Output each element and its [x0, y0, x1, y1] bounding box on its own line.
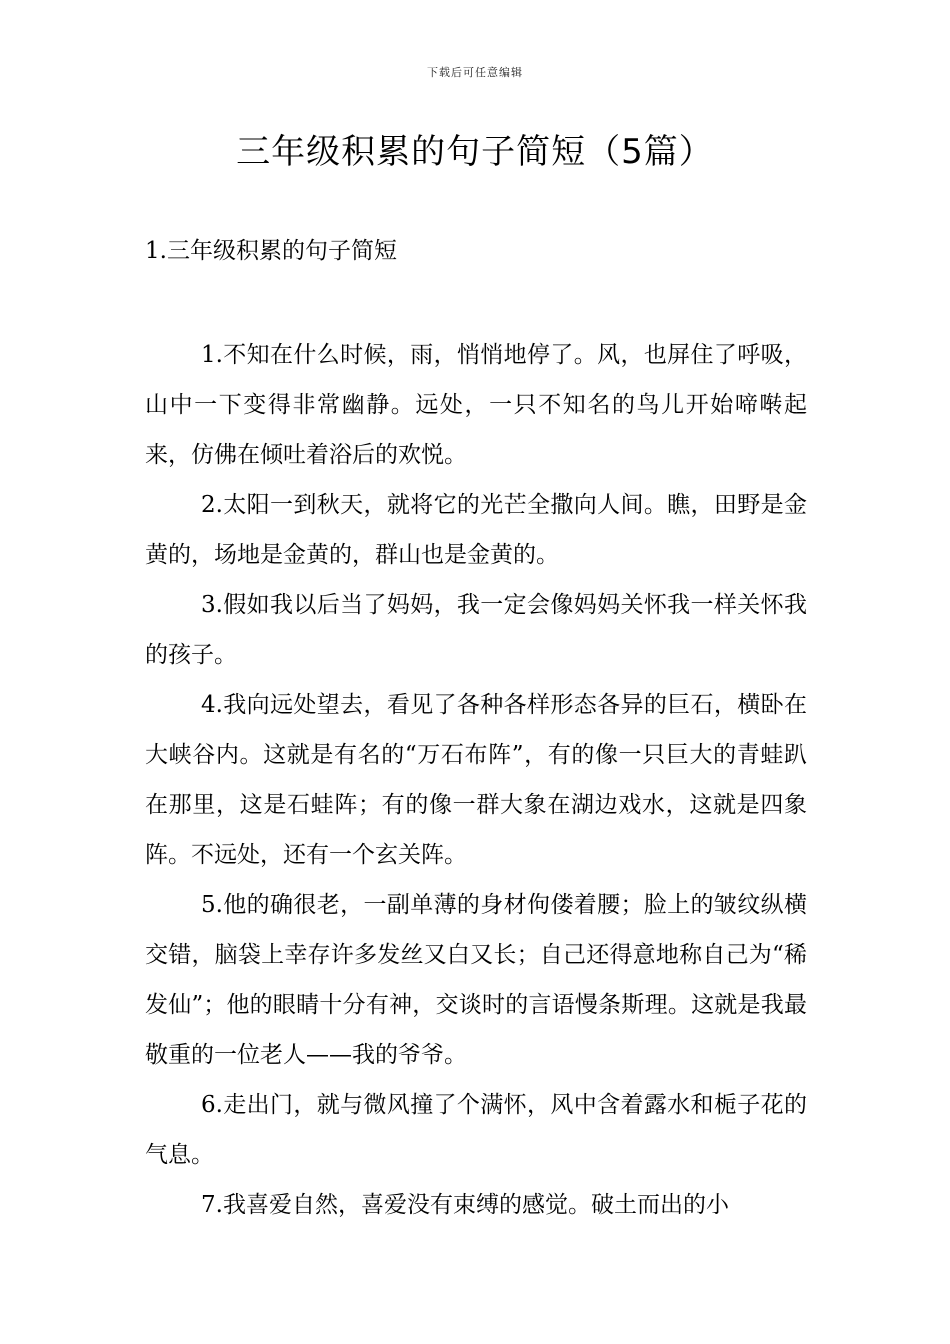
header-note: 下载后可任意编辑 [427, 66, 523, 79]
paragraph-7: 7.我喜爱自然，喜爱没有束缚的感觉。破土而出的小 [201, 1192, 729, 1218]
paragraph-6: 6.走出门，就与微风撞了个满怀，风中含着露水和栀子花的气息。 [145, 1092, 807, 1168]
paragraph-1: 1.不知在什么时候，雨，悄悄地停了。风，也屏住了呼吸，山中一下变得非常幽静。远处，一只不知名的鸟儿开始啼啭起来，仿佛在倾吐着浴后的欢悦。 [145, 342, 807, 468]
section-heading: 1.三年级积累的句子简短 [145, 238, 397, 264]
body-text [145, 330, 807, 1230]
paragraph-2: 2.太阳一到秋天，就将它的光芒全撒向人间。瞧，田野是金黄的，场地是金黄的，群山也是金黄的。 [145, 492, 807, 568]
document-title: 三年级积累的句子简短（5篇） [236, 132, 714, 172]
paragraph-3: 3.假如我以后当了妈妈，我一定会像妈妈关怀我一样关怀我的孩子。 [145, 592, 807, 668]
paragraph-5: 5.他的确很老，一副单薄的身材佝偻着腰；脸上的皱纹纵横交错，脑袋上幸存许多发丝又白又长；自己还得意地称自己为“稀发仙”；他的眼睛十分有神，交谈时的言语慢条斯理。这就是我最敬重的一位老人——我的爷爷。 [145, 892, 807, 1068]
paragraph-4: 4.我向远处望去，看见了各种各样形态各异的巨石，横卧在大峡谷内。这就是有名的“万石布阵”，有的像一只巨大的青蛙趴在那里，这是石蛙阵；有的像一群大象在湖边戏水，这就是四象阵。不远处，还有一个玄关阵。 [145, 692, 807, 868]
